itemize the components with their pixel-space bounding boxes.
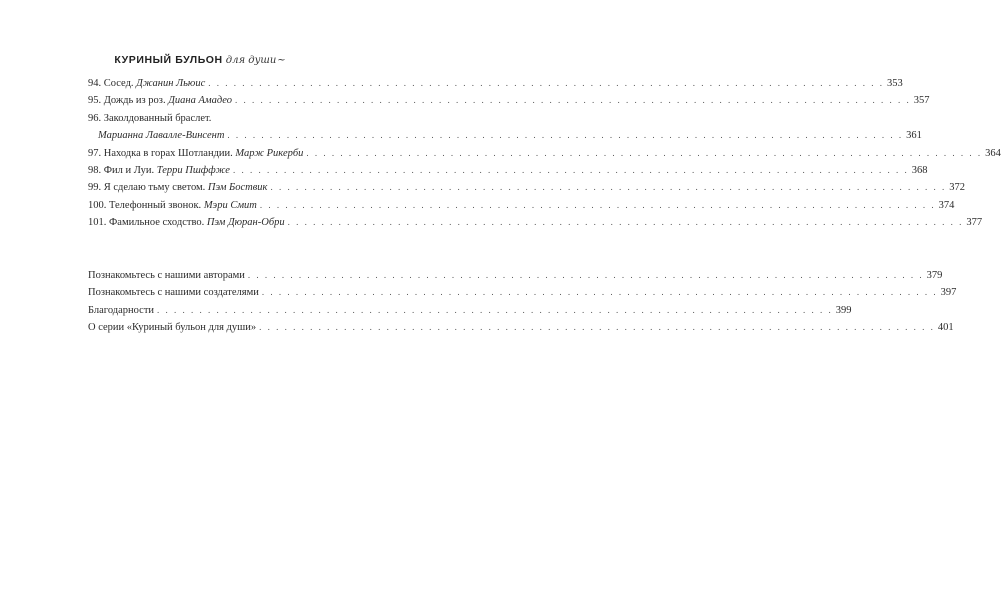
header-swash: ~	[277, 55, 286, 66]
entry-author: Марж Рикерби	[235, 147, 304, 159]
leader-dots	[208, 75, 884, 92]
header-title: КУРИНЫЙ БУЛЬОН	[114, 54, 223, 66]
entry-page: 379	[926, 270, 943, 281]
entry-author: Джанин Льюис	[136, 78, 206, 89]
entry-number: 98.	[88, 165, 102, 177]
entry-title: Заколдованный браслет.	[103, 112, 212, 124]
entry-page: 364	[985, 147, 1001, 159]
toc-entry[interactable]	[88, 214, 983, 231]
entry-page: 401	[937, 322, 954, 334]
entry-page: 361	[906, 130, 922, 142]
toc-back-matter	[88, 267, 957, 337]
leader-dots	[259, 319, 935, 336]
toc-entry[interactable]	[88, 162, 928, 179]
leader-dots	[262, 284, 938, 301]
entry-page: 377	[966, 217, 983, 229]
entry-author: Пэм Боствик	[207, 182, 268, 194]
leader-dots	[288, 214, 964, 231]
entry-page: 353	[886, 78, 903, 89]
entry-page: 357	[913, 95, 930, 107]
entry-number: 94.	[88, 78, 102, 89]
entry-number: 100.	[88, 199, 107, 211]
running-header	[0, 50, 400, 68]
toc-entry[interactable]	[88, 110, 922, 145]
toc-stories	[88, 75, 1001, 232]
toc-entry[interactable]	[88, 284, 957, 301]
entry-title: Познакомьтесь с нашими авторами	[88, 270, 245, 281]
entry-title: Познакомьтесь с нашими создателями	[88, 287, 259, 299]
toc-entry[interactable]	[88, 319, 954, 336]
toc-entry[interactable]	[88, 179, 965, 196]
leader-dots	[248, 267, 924, 284]
leader-dots	[270, 179, 946, 196]
entry-number: 97.	[88, 147, 102, 159]
entry-author: Мэри Смит	[203, 199, 257, 211]
toc-entry[interactable]	[88, 92, 930, 109]
entry-title: О серии «Куриный бульон для души»	[88, 322, 257, 334]
entry-page: 399	[835, 304, 852, 316]
entry-author: Марианна Лавалле-Винсент	[98, 130, 225, 142]
leader-dots	[233, 162, 909, 179]
entry-title: Я сделаю тьму светом.	[103, 182, 206, 194]
entry-page: 368	[911, 165, 928, 177]
entry-number: 99.	[88, 182, 102, 194]
entry-title: Дождь из роз.	[103, 95, 166, 107]
header-script: для души	[225, 55, 277, 66]
leader-dots	[235, 92, 911, 109]
entry-page: 372	[949, 182, 965, 194]
entry-number: 96.	[88, 112, 102, 124]
leader-dots	[306, 145, 982, 162]
leader-dots	[227, 127, 903, 144]
entry-title: Фил и Луи.	[103, 165, 155, 177]
toc-entry[interactable]	[88, 197, 955, 214]
entry-author: Пэм Дюран-Обри	[206, 217, 285, 229]
toc-entry[interactable]	[88, 267, 943, 284]
toc-entry[interactable]	[88, 145, 1001, 162]
entry-title: Благодарности	[88, 304, 155, 316]
toc-entry[interactable]	[88, 302, 852, 319]
entry-number: 101.	[88, 217, 107, 229]
toc-entry[interactable]	[88, 75, 903, 92]
leader-dots	[157, 302, 833, 319]
entry-author: Терри Пшффже	[156, 165, 230, 177]
leader-dots	[260, 197, 936, 214]
entry-title: Находка в горах Шотландии.	[103, 147, 233, 159]
entry-author: Диана Амадео	[168, 95, 233, 107]
entry-page: 374	[938, 199, 955, 211]
entry-title: Сосед.	[103, 78, 134, 89]
entry-title: Телефонный звонок.	[109, 199, 202, 211]
entry-number: 95.	[88, 95, 102, 107]
entry-title: Фамильное сходство.	[109, 217, 205, 229]
entry-page: 397	[940, 287, 957, 299]
